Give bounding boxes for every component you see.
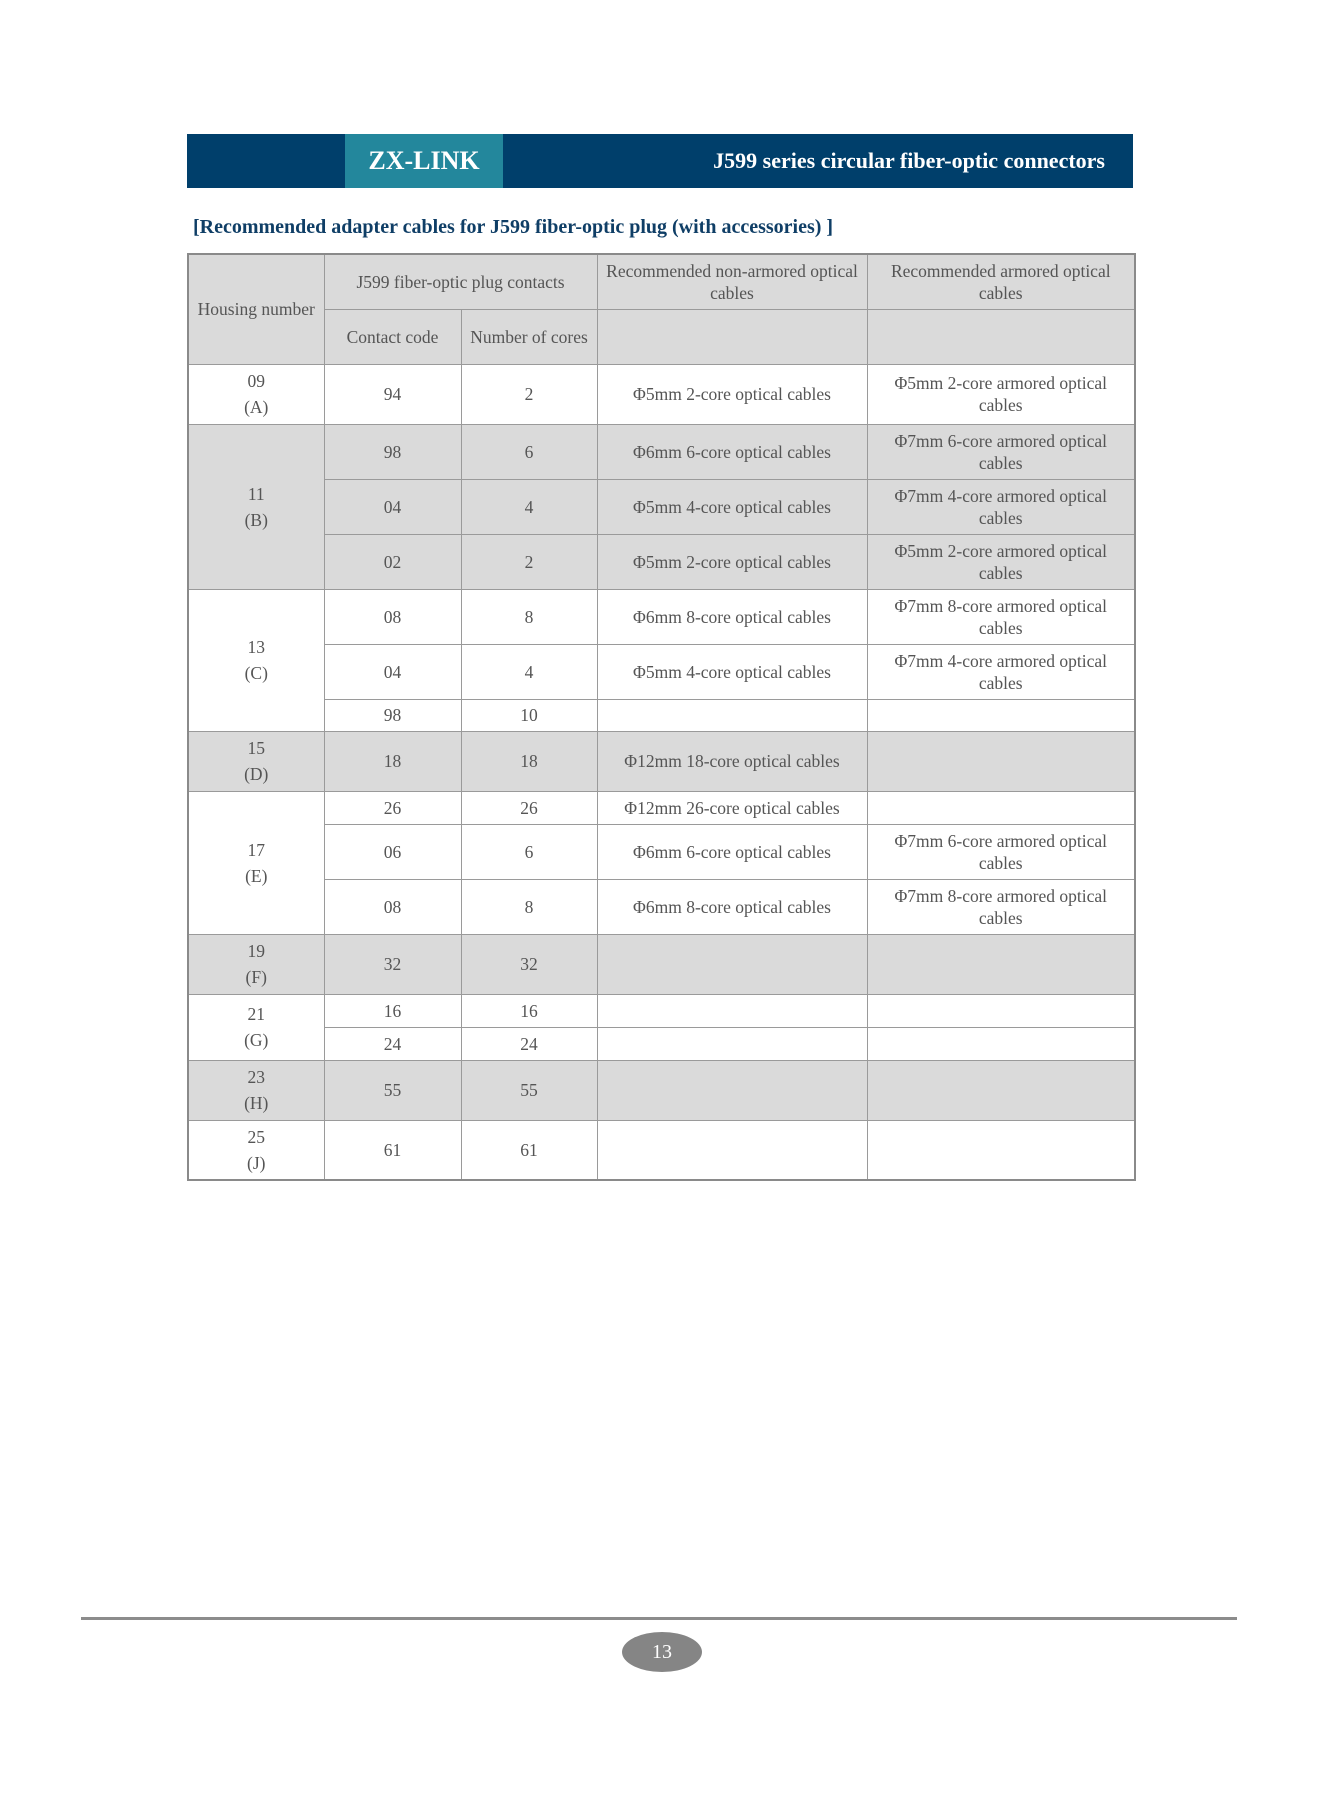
contact-code-cell: 26 (324, 791, 461, 824)
non-armored-cable-cell: Φ6mm 8-core optical cables (597, 589, 867, 644)
armored-cable-cell (867, 791, 1135, 824)
armored-cable-cell: Φ7mm 6-core armored optical cables (867, 824, 1135, 879)
cores-cell: 2 (461, 364, 597, 424)
housing-cell: 21 (G) (188, 994, 324, 1060)
contact-code-cell: 08 (324, 879, 461, 934)
table-row (188, 644, 1135, 699)
cores-cell: 16 (461, 994, 597, 1027)
cores-cell: 10 (461, 699, 597, 731)
non-armored-cable-cell: Φ12mm 26-core optical cables (597, 791, 867, 824)
housing-cell: 11 (B) (188, 424, 324, 589)
housing-cell: 19 (F) (188, 934, 324, 994)
table-row (188, 934, 1135, 994)
non-armored-cable-cell: Φ5mm 2-core optical cables (597, 364, 867, 424)
header-number-of-cores: Number of cores (461, 309, 597, 364)
armored-cable-cell: Φ7mm 4-core armored optical cables (867, 479, 1135, 534)
cores-cell: 4 (461, 644, 597, 699)
cores-cell: 24 (461, 1027, 597, 1060)
table-row (188, 994, 1135, 1027)
table-row (188, 424, 1135, 479)
contact-code-cell: 55 (324, 1060, 461, 1120)
cores-cell: 18 (461, 731, 597, 791)
contact-code-cell: 32 (324, 934, 461, 994)
table-row (188, 1060, 1135, 1120)
non-armored-cable-cell (597, 1027, 867, 1060)
non-armored-cable-cell (597, 1120, 867, 1180)
table-row (188, 791, 1135, 824)
contact-code-cell: 02 (324, 534, 461, 589)
armored-cable-cell (867, 699, 1135, 731)
contact-code-cell: 04 (324, 479, 461, 534)
series-title: J599 series circular fiber-optic connectors (713, 148, 1105, 173)
armored-cable-cell (867, 1120, 1135, 1180)
table-row (188, 824, 1135, 879)
contact-code-cell: 61 (324, 1120, 461, 1180)
housing-cell: 17 (E) (188, 791, 324, 934)
armored-cable-cell: Φ7mm 8-core armored optical cables (867, 589, 1135, 644)
table-header-row (188, 254, 1135, 309)
table-subheader-row (188, 309, 1135, 364)
table-row (188, 1120, 1135, 1180)
contact-code-cell: 94 (324, 364, 461, 424)
header-banner (187, 134, 1133, 188)
cores-cell: 32 (461, 934, 597, 994)
table-row (188, 479, 1135, 534)
armored-cable-cell (867, 731, 1135, 791)
contact-code-cell: 08 (324, 589, 461, 644)
cores-cell: 6 (461, 424, 597, 479)
header-armored: Recommended armored optical cables (867, 254, 1135, 309)
footer-divider (81, 1617, 1237, 1620)
table-row (188, 731, 1135, 791)
non-armored-cable-cell: Φ6mm 6-core optical cables (597, 424, 867, 479)
housing-cell: 15 (D) (188, 731, 324, 791)
armored-cable-cell (867, 1060, 1135, 1120)
non-armored-cable-cell: Φ6mm 6-core optical cables (597, 824, 867, 879)
housing-cell: 23 (H) (188, 1060, 324, 1120)
header-empty-cell (867, 309, 1135, 364)
cores-cell: 4 (461, 479, 597, 534)
non-armored-cable-cell: Φ5mm 2-core optical cables (597, 534, 867, 589)
table-row (188, 879, 1135, 934)
header-contact-code: Contact code (324, 309, 461, 364)
page-number-badge: 13 (622, 1632, 702, 1672)
armored-cable-cell: Φ7mm 8-core armored optical cables (867, 879, 1135, 934)
cores-cell: 6 (461, 824, 597, 879)
contact-code-cell: 06 (324, 824, 461, 879)
brand-logo: ZX-LINK (345, 134, 503, 188)
cores-cell: 55 (461, 1060, 597, 1120)
table-title: [Recommended adapter cables for J599 fiber-optic plug (with accessories) ] (193, 216, 834, 238)
armored-cable-cell: Φ7mm 6-core armored optical cables (867, 424, 1135, 479)
contact-code-cell: 16 (324, 994, 461, 1027)
table-row (188, 364, 1135, 424)
contact-code-cell: 18 (324, 731, 461, 791)
header-housing-number: Housing number (188, 254, 324, 364)
header-plug-contacts: J599 fiber-optic plug contacts (324, 254, 597, 309)
table-row (188, 534, 1135, 589)
non-armored-cable-cell: Φ5mm 4-core optical cables (597, 644, 867, 699)
adapter-cables-table (187, 253, 1136, 1181)
cores-cell: 61 (461, 1120, 597, 1180)
non-armored-cable-cell (597, 699, 867, 731)
armored-cable-cell: Φ5mm 2-core armored optical cables (867, 534, 1135, 589)
armored-cable-cell (867, 994, 1135, 1027)
non-armored-cable-cell (597, 1060, 867, 1120)
contact-code-cell: 04 (324, 644, 461, 699)
non-armored-cable-cell (597, 994, 867, 1027)
armored-cable-cell: Φ5mm 2-core armored optical cables (867, 364, 1135, 424)
non-armored-cable-cell: Φ6mm 8-core optical cables (597, 879, 867, 934)
cores-cell: 8 (461, 879, 597, 934)
non-armored-cable-cell: Φ5mm 4-core optical cables (597, 479, 867, 534)
contact-code-cell: 98 (324, 699, 461, 731)
contact-code-cell: 24 (324, 1027, 461, 1060)
contact-code-cell: 98 (324, 424, 461, 479)
cores-cell: 2 (461, 534, 597, 589)
housing-cell: 13 (C) (188, 589, 324, 731)
header-empty-cell (597, 309, 867, 364)
armored-cable-cell (867, 934, 1135, 994)
cores-cell: 8 (461, 589, 597, 644)
armored-cable-cell: Φ7mm 4-core armored optical cables (867, 644, 1135, 699)
table-row (188, 699, 1135, 731)
table-row (188, 1027, 1135, 1060)
header-non-armored: Recommended non-armored optical cables (597, 254, 867, 309)
non-armored-cable-cell: Φ12mm 18-core optical cables (597, 731, 867, 791)
housing-cell: 09 (A) (188, 364, 324, 424)
armored-cable-cell (867, 1027, 1135, 1060)
non-armored-cable-cell (597, 934, 867, 994)
cores-cell: 26 (461, 791, 597, 824)
housing-cell: 25 (J) (188, 1120, 324, 1180)
table-row (188, 589, 1135, 644)
